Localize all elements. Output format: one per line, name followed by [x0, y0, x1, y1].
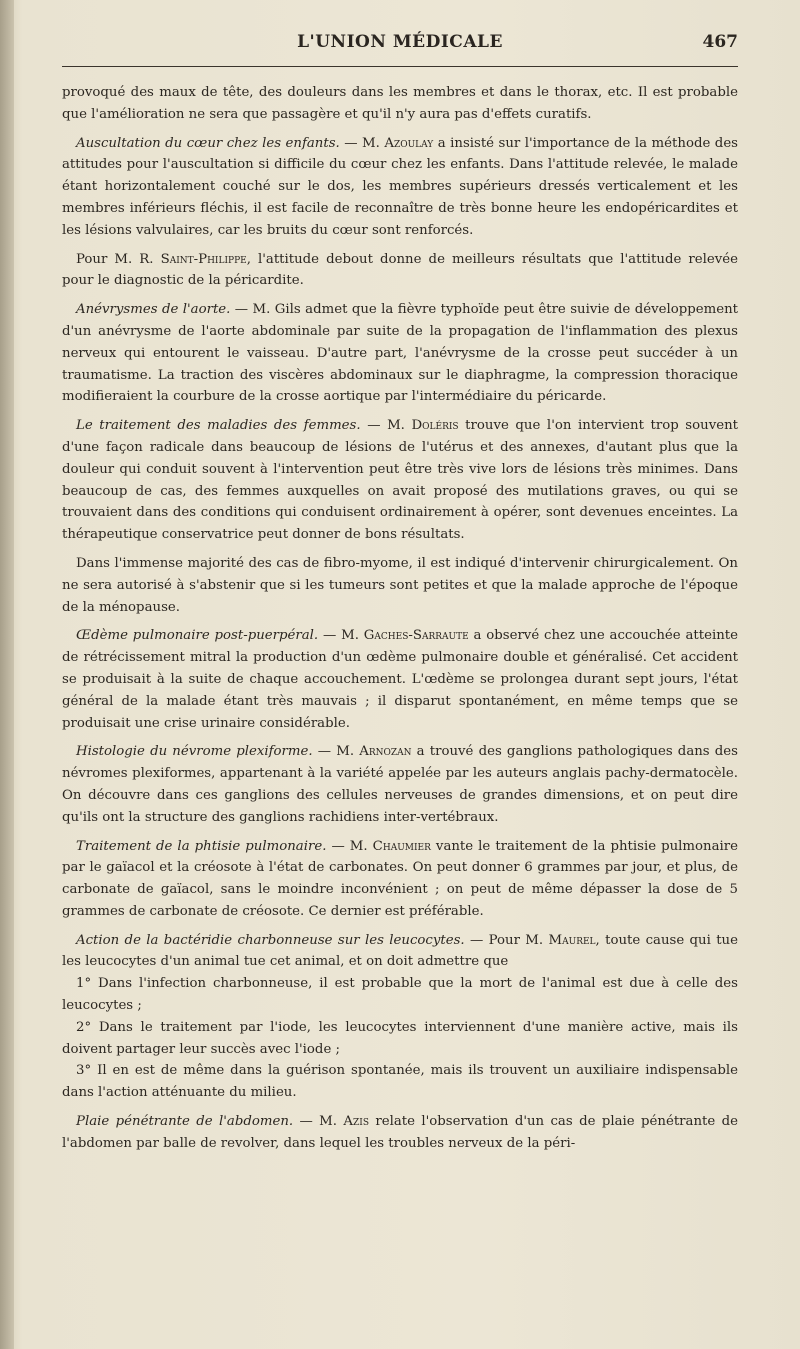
text-run: , toute cause qui tue les leucocytes d'un animal tue cet animal, et on doit admettre que [62, 932, 738, 970]
text-run: a insisté sur l'importance de la méthode des attitudes pour l'auscultation si difficile du cœur chez les enfants. Dans l'attitude relevée, le malade étant horizontalement couché sur le dos, les membres supérieurs dressés verticalement et les membres inférieurs fléchis, il est facile de reconnaître de très bonne heure les endopéricardites et les lésions valvulaires, car les bruits du cœur sont renforcés. [62, 135, 739, 238]
list-item [62, 973, 738, 1017]
page-header [62, 28, 738, 58]
header-rule [62, 66, 738, 67]
section-heading: Auscultation du cœur chez les enfants. [76, 135, 340, 151]
page-spine-shadow [0, 0, 14, 1349]
text-run: relate l'observation d'un cas de plaie pénétrante de l'abdomen par balle de revolver, dans lequel les troubles nerveux de la péri- [62, 1114, 738, 1151]
text-run: — M. [293, 1114, 344, 1130]
running-title: L'UNION MÉDICALE [297, 32, 503, 52]
paragraph [62, 625, 738, 734]
text-run: — M. [318, 628, 364, 644]
text-run: 1° Dans l'infection charbonneuse, il est probable que la mort de l'animal est due à celle des leucocytes ; [62, 976, 738, 1014]
text-run: Gils admet que la fièvre typhoïde peut être suivie de développement d'un anévrysme de l'aorte abdominale par suite de la propagation de l'inflammation des plexus nerveux qui entourent le vaisseau. D'autre part, l'anévrysme de la crosse peut succéder à un traumatisme. La traction des viscères abdominaux sur le diaphragme, la compression thoracique modifieraient la courbure de la crosse aortique par l'intermédiaire du péricarde. [62, 302, 738, 405]
text-run: , l'attitude debout donne de meilleurs résultats que l'attitude relevée pour le diagnostic de la péricardite. [62, 251, 738, 289]
author-name: Azoulay [384, 135, 434, 151]
paragraph [62, 249, 738, 293]
paragraph [62, 133, 738, 242]
author-name: Gaches-Sarraute [363, 628, 469, 644]
text-run: provoqué des maux de tête, des douleurs dans les membres et dans le thorax, etc. Il est probable que l'amélioration ne sera que passagère et qu'il n'y aura pas d'effets curatifs. [62, 85, 738, 122]
author-name: Arnozan [359, 744, 412, 760]
text-run: — M. [230, 302, 275, 318]
paragraph [62, 1111, 738, 1155]
author-name: Azis [343, 1114, 369, 1130]
text-run: a trouvé des ganglions pathologiques dans des névromes plexiformes, appartenant à la variété appelée par les auteurs anglais pachy-dermatocèle. On découvre dans ces ganglions des cellules nerveuses de grandes dimensions, et on peut dire qu'ils ont la structure des ganglions rachidiens inter-vertébraux. [62, 744, 738, 825]
text-run: trouve que l'on intervient trop souvent d'une façon radicale dans beaucoup de lésions de l'utérus et des annexes, d'autant plus que la douleur qui conduit souvent à l'intervention peut être très vive lors de lésions très minimes. Dans beaucoup de cas, des femmes auxquelles on avait proposé des mutilations graves, ou qui se trouvaient dans des conditions qui conduisent ordinairement à opérer, sont devenues enceintes. La thérapeutique conservatrice peut donner de bons résultats. [62, 418, 738, 543]
section-heading: Œdème pulmonaire post-puerpéral. [76, 628, 319, 644]
text-run: a observé chez une accouchée atteinte de rétrécissement mitral la production d'un œdème pulmonaire double et généralisé. Cet accident se produisait à la suite de chaque accouchement. L'œdème se prolongea durant sept jours, l'état général de la malade étant très mauvais ; il disparut spontanément, en même temps que se produisait une crise urinaire considérable. [62, 628, 738, 731]
page-number: 467 [702, 32, 738, 52]
section-heading: Traitement de la phtisie pulmonaire. [76, 838, 327, 854]
paragraph [62, 299, 738, 408]
text-run: — M. [360, 418, 412, 434]
paragraph [62, 82, 738, 126]
text-run: 3° Il en est de même dans la guérison spontanée, mais ils trouvent un auxiliaire indispensable dans l'action atténuante du milieu. [62, 1063, 738, 1101]
text-run: — M. [312, 744, 360, 760]
section-heading: Plaie pénétrante de l'abdomen. [76, 1114, 294, 1130]
text-run: Pour M. R. [76, 251, 161, 267]
text-run: — Pour M. [464, 932, 549, 948]
paragraph [62, 930, 738, 974]
article-body [62, 82, 738, 1162]
section-heading: Action de la bactéridie charbonneuse sur les leucocytes. [76, 932, 465, 948]
text-run: 2° Dans le traitement par l'iode, les leucocytes interviennent d'une manière active, mais ils doivent partager leur succès avec l'iode ; [62, 1019, 738, 1057]
section-heading: Le traitement des maladies des femmes. [76, 418, 361, 434]
paragraph [62, 553, 738, 618]
paragraph [62, 836, 738, 923]
author-name: Maurel [548, 932, 596, 948]
text-run: — M. [326, 838, 373, 854]
text-run: vante le traitement de la phtisie pulmonaire par le gaïacol et la créosote à l'état de carbonates. On peut donner 6 grammes par jour, et plus, de carbonate de gaïacol, sans le moindre inconvénient ; on peut de même dépasser la dose de 5 grammes de carbonate de créosote. Ce dernier est préférable. [62, 838, 738, 919]
text-run: — M. [339, 135, 385, 151]
section-heading: Histologie du névrome plexiforme. [76, 744, 313, 760]
section-heading: Anévrysmes de l'aorte. [76, 302, 231, 318]
author-name: Doléris [411, 418, 459, 434]
list-item [62, 1060, 738, 1104]
text-run: Dans l'immense majorité des cas de fibro-myome, il est indiqué d'intervenir chirurgicalement. On ne sera autorisé à s'abstenir que si les tumeurs sont petites et que la malade approche de l'époque de la ménopause. [62, 555, 738, 615]
paragraph [62, 741, 738, 828]
author-name: Saint-Philippe [160, 251, 247, 267]
paragraph [62, 415, 738, 546]
author-name: Chaumier [372, 838, 431, 854]
list-item [62, 1017, 738, 1061]
